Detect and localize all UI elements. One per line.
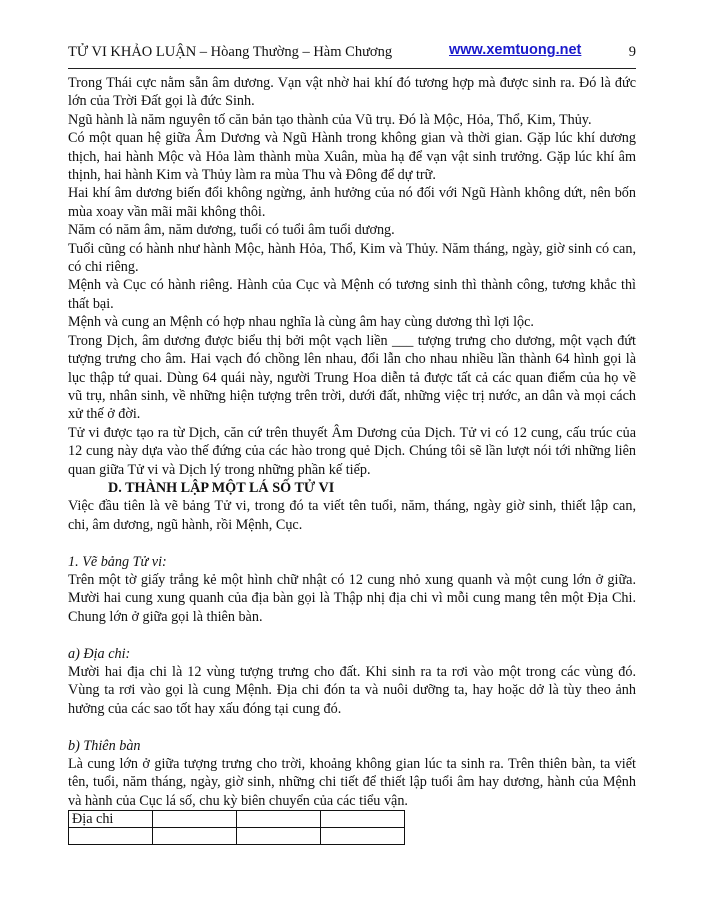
paragraph: Mệnh và Cục có hành riêng. Hành của Cục và Mệnh có tương sinh thì thành công, tương khắc thì thất bại. bbox=[68, 277, 636, 312]
spacer bbox=[68, 718, 636, 736]
spacer bbox=[68, 626, 636, 644]
section-intro: Việc đầu tiên là vẽ bảng Tử vi, trong đó ta viết tên tuổi, năm, tháng, ngày giờ sinh, thiết lập can, chi, âm dương, ngũ hành, rồi Mệnh, Cục. bbox=[68, 498, 636, 533]
table-row bbox=[69, 828, 405, 845]
paragraph: Tử vi được tạo ra từ Dịch, căn cứ trên thuyết Âm Dương của Dịch. Tử vi có 12 cung, cấu trúc của 12 cung này dựa vào thế đứng của các hào trong quẻ Dịch. Chúng tôi sẽ lần lượt nói tới những liên quan giữa Tử vi và Dịch lý trong những phần kế tiếp. bbox=[68, 424, 636, 478]
paragraph: Có một quan hệ giữa Âm Dương và Ngũ Hành trong không gian và thời gian. Gặp lúc khí dương thịch, hai hành Mộc và Hỏa làm thành mùa Xuân, mùa hạ để vạn vật sinh trưởng. Gặp lúc khí âm thịnh, hai hành Kim và Thủy làm ra mùa Thu và Đông để dự trữ. bbox=[68, 130, 636, 184]
paragraph: Ngũ hành là năm nguyên tố căn bản tạo thành của Vũ trụ. Đó là Mộc, Hỏa, Thổ, Kim, Thủy. bbox=[68, 111, 592, 128]
paragraph: Tuổi cũng có hành như hành Mộc, hành Hỏa, Thổ, Kim và Thủy. Năm tháng, ngày, giờ sinh có can, có chi riêng. bbox=[68, 240, 636, 276]
table-cell bbox=[237, 828, 321, 845]
table-cell bbox=[237, 811, 321, 828]
table-cell: Địa chi bbox=[69, 811, 153, 828]
document-body bbox=[68, 74, 636, 845]
paragraph: Trên một tờ giấy trắng kẻ một hình chữ nhật có 12 cung nhỏ xung quanh và một cung lớn ở giữa. Mười hai cung xung quanh của địa bàn gọi là Thập nhị địa chi vì mỗi cung mang tên một Địa Chi. Chung lớn ở giữa gọi là thiên bàn. bbox=[68, 571, 636, 625]
table-row bbox=[69, 811, 405, 828]
dia-chi-table bbox=[68, 810, 405, 845]
table-cell bbox=[69, 828, 153, 845]
page-header bbox=[68, 40, 636, 64]
header-title: TỬ VI KHẢO LUẬN – Hòang Thường – Hàm Chương bbox=[68, 44, 393, 60]
page-number: 9 bbox=[628, 44, 636, 60]
paragraph: Mệnh và cung an Mệnh có hợp nhau nghĩa là cùng âm hay cùng dương thì lợi lộc. bbox=[68, 314, 534, 331]
table-cell bbox=[321, 828, 405, 845]
paragraph: Là cung lớn ở giữa tượng trưng cho trời, khoảng không gian lúc ta sinh ra. Trên thiên bàn, ta viết tên, tuổi, năm tháng, ngày, giờ sinh, những chi tiết để thiết lập tuổi âm hay dương, hành của Mệnh và hành của Cục lá số, chu kỳ biên chuyển của các tiểu vận. bbox=[68, 755, 636, 809]
paragraph: Năm có năm âm, năm dương, tuổi có tuổi âm tuổi dương. bbox=[68, 222, 395, 239]
table-cell bbox=[321, 811, 405, 828]
website-link[interactable]: www.xemtuong.net bbox=[449, 42, 582, 58]
subsection-heading: 1. Vẽ bảng Tử vi: bbox=[68, 553, 167, 570]
paragraph: Hai khí âm dương biến đổi không ngừng, ảnh hưởng của nó đối với Ngũ Hành không dứt, nên bốn mùa xoay vần mãi mãi không thôi. bbox=[68, 185, 636, 220]
paragraph: Mười hai địa chi là 12 vùng tượng trưng cho đất. Khi sinh ra ta rơi vào một trong các vùng đó. Vùng ta rơi vào gọi là cung Mệnh. Địa chi đón ta và nuôi dưỡng ta, hay hoặc dở là tùy theo ảnh hưởng của các sao tốt hay xấu đóng tại cung đó. bbox=[68, 663, 636, 717]
spacer bbox=[68, 534, 636, 552]
subsection-heading: a) Địa chi: bbox=[68, 645, 131, 662]
table-cell bbox=[153, 828, 237, 845]
paragraph: Trong Dịch, âm dương được biểu thị bởi một vạch liền ___ tượng trưng cho dương, một vạch đứt tượng trưng cho âm. Hai vạch đó chồng lên nhau, đổi lẫn cho nhau nhiều lần thành 64 hình gọi là lục thập tứ quai. Dùng 64 quái này, người Trung Hoa diễn tả được tất cả các quan điểm của họ về vũ trụ, nhân sinh, về những hiện tượng trên trời, dưới đất, những việc trị nước, an dân và mọi cách xử thế ở đời. bbox=[68, 332, 636, 423]
section-heading: D. THÀNH LẬP MỘT LÁ SỐ TỬ VI bbox=[108, 479, 335, 496]
table-cell bbox=[153, 811, 237, 828]
paragraph: Trong Thái cực nằm sẵn âm dương. Vạn vật nhờ hai khí đó tương hợp mà được sinh ra. Đó là đức lớn của Trời Đất gọi là đức Sinh. bbox=[68, 75, 636, 110]
header-divider bbox=[68, 68, 636, 69]
subsection-heading: b) Thiên bàn bbox=[68, 737, 141, 754]
